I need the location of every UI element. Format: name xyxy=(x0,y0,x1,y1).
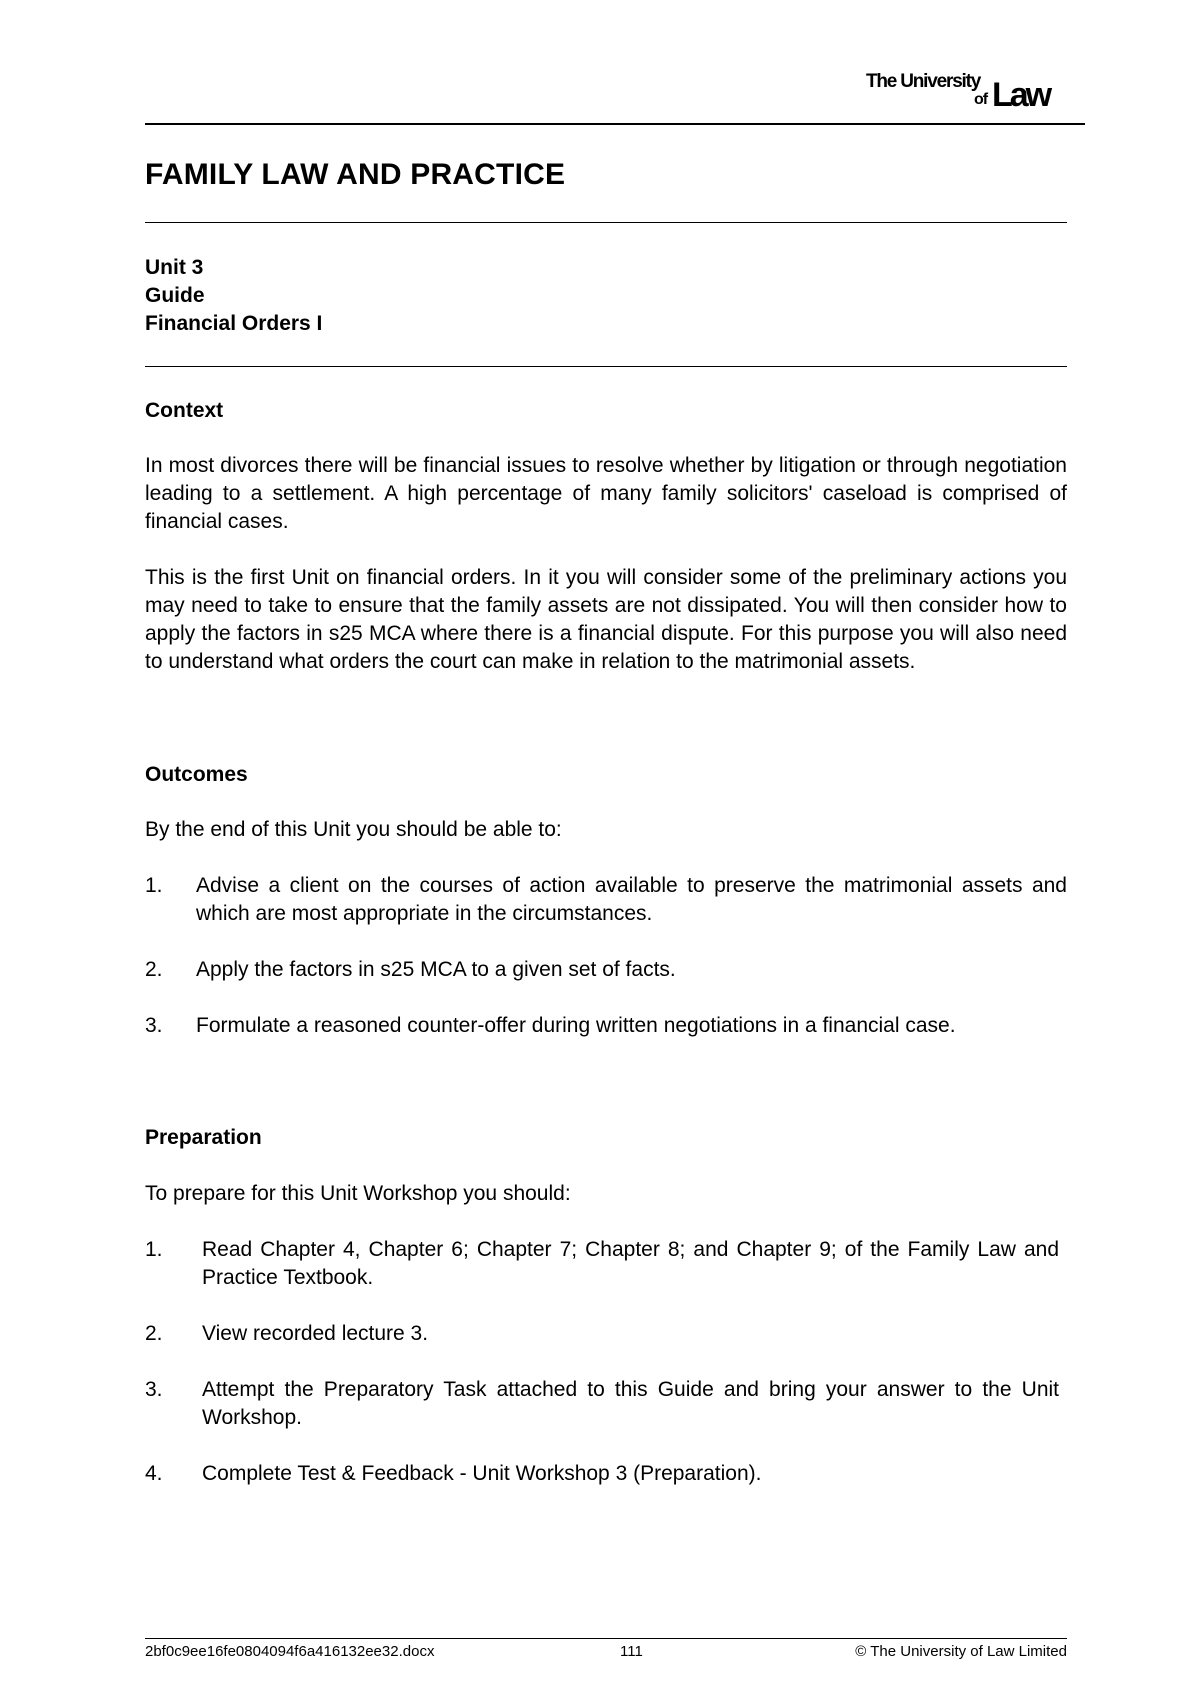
preparation-number: 1. xyxy=(145,1238,163,1261)
unit-info xyxy=(145,254,322,338)
footer-filename: 2bf0c9ee16fe0804094f6a416132ee32.docx xyxy=(145,1643,435,1660)
preparation-number: 2. xyxy=(145,1322,163,1345)
outcome-text: Formulate a reasoned counter-offer during written negotiations in a financial case. xyxy=(196,1014,956,1037)
outcome-item xyxy=(145,1012,1067,1040)
preparation-heading: Preparation xyxy=(145,1126,262,1149)
context-paragraph-2: This is the first Unit on financial orders. In it you will consider some of the preliminary actions you may need to take to ensure that the family assets are not dissipated. You will then consider how to apply the factors in s25 MCA where there is a financial dispute. For this purpose you will also need to understand what orders the court can make in relation to the matrimonial assets. xyxy=(145,566,1067,673)
outcome-number: 2. xyxy=(145,958,163,981)
preparation-intro: To prepare for this Unit Workshop you should: xyxy=(145,1182,571,1205)
outcome-item xyxy=(145,872,1067,928)
footer-page-number: 111 xyxy=(620,1643,643,1660)
context-paragraph-1: In most divorces there will be financial issues to resolve whether by litigation or through negotiation leading to a settlement. A high percentage of many family solicitors' caseload is comprised of financial cases. xyxy=(145,454,1067,533)
title-divider xyxy=(145,222,1067,223)
preparation-text: Read Chapter 4, Chapter 6; Chapter 7; Chapter 8; and Chapter 9; of the Family Law and Practice Textbook. xyxy=(202,1238,1059,1289)
unit-divider xyxy=(145,366,1067,367)
unit-number: Unit 3 xyxy=(145,256,204,279)
unit-type: Guide xyxy=(145,284,205,307)
preparation-text: Attempt the Preparatory Task attached to this Guide and bring your answer to the Unit Workshop. xyxy=(202,1378,1059,1429)
preparation-number: 3. xyxy=(145,1378,163,1401)
outcome-item xyxy=(145,956,1067,984)
outcome-text: Advise a client on the courses of action available to preserve the matrimonial assets and which are most appropriate in the circumstances. xyxy=(196,874,1067,925)
outcome-number: 3. xyxy=(145,1014,163,1037)
footer-rule xyxy=(145,1638,1067,1639)
preparation-text: Complete Test & Feedback - Unit Workshop 3 (Preparation). xyxy=(202,1462,762,1485)
preparation-number: 4. xyxy=(145,1462,163,1485)
unit-topic: Financial Orders I xyxy=(145,312,323,335)
header-rule xyxy=(145,123,1085,125)
preparation-item xyxy=(145,1320,1067,1348)
preparation-text: View recorded lecture 3. xyxy=(202,1322,429,1345)
document-title: FAMILY LAW AND PRACTICE xyxy=(145,158,566,191)
context-heading: Context xyxy=(145,399,224,422)
logo-text-of: of xyxy=(974,91,988,108)
logo-text-university: The University xyxy=(866,71,981,92)
outcome-number: 1. xyxy=(145,874,163,897)
footer-copyright: © The University of Law Limited xyxy=(855,1643,1067,1660)
preparation-item xyxy=(145,1236,1067,1292)
outcomes-heading: Outcomes xyxy=(145,763,248,786)
logo-text-law: Law xyxy=(992,76,1050,114)
preparation-item xyxy=(145,1460,1067,1488)
outcome-text: Apply the factors in s25 MCA to a given set of facts. xyxy=(196,958,676,981)
preparation-item xyxy=(145,1376,1067,1432)
outcomes-intro: By the end of this Unit you should be able to: xyxy=(145,818,562,841)
university-of-law-logo xyxy=(866,70,1086,114)
